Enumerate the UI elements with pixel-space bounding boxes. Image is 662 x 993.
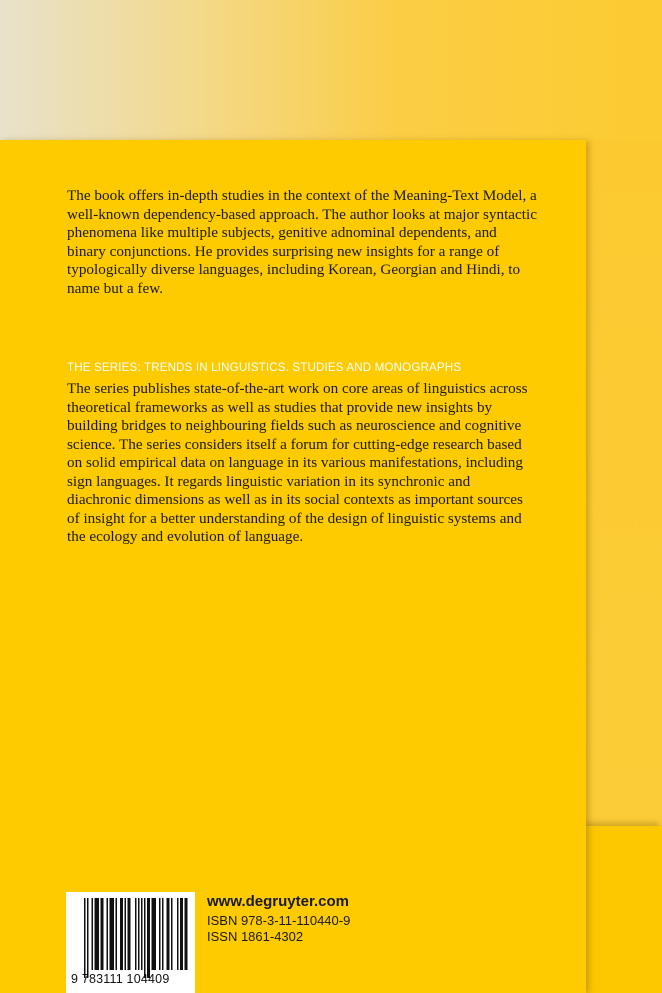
isbn-barcode [66,892,195,993]
barcode-digits: 9 783111 104409 [71,972,170,986]
isbn-number: ISBN 978-3-11-110440-9 [207,913,351,928]
back-cover-panel [586,826,662,993]
publisher-website[interactable]: www.degruyter.com [207,893,349,910]
book-blurb: The book offers in-depth studies in the context of the Meaning-Text Model, a well-known dependency-based approach. The author looks at major syntactic phenomena like multiple subjects, genitive adnominal dependents, and binary conjunctions. He provides surprising new insights for a range of typologically diverse languages, including Korean, Georgian and Hindi, to name but a few. [67,187,537,297]
series-description: The series publishes state-of-the-art work on core areas of linguistics across theoretical frameworks as well as studies that provide new insights by building bridges to neighbouring fields such as neuroscience and cognitive science. The series considers itself a forum for cutting-edge research based on solid empirical data on language in its various manifestations, including sign languages. It regards linguistic variation in its synchronic and diachronic dimensions as well as in its social contexts as important sources of insight for a better understanding of the design of linguistic systems and the ecology and evolution of language. [67,380,528,545]
series-title: THE SERIES: TRENDS IN LINGUISTICS. STUDIES AND MONOGRAPHS [67,361,462,374]
issn-number: ISSN 1861-4302 [207,929,304,944]
background-top-gradient [0,0,662,140]
